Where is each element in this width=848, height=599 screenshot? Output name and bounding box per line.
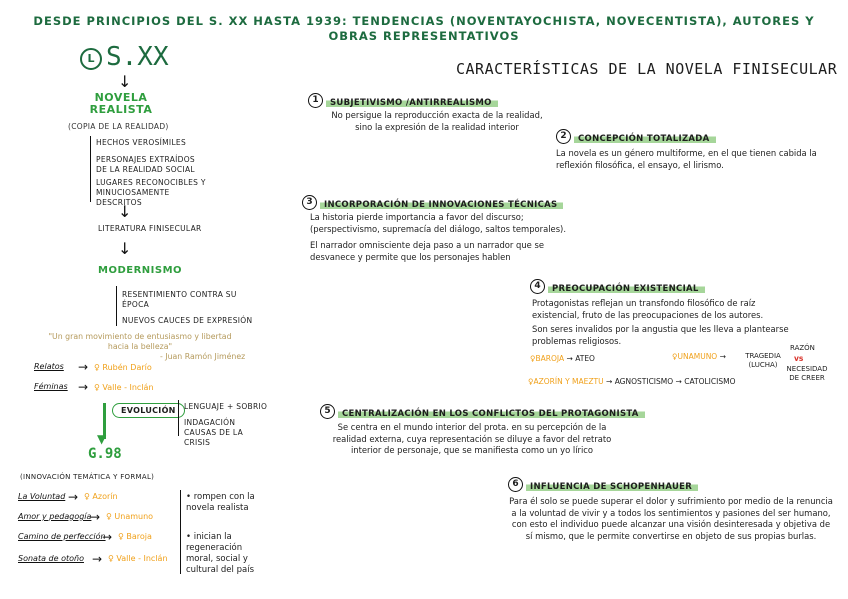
section-4-text: Protagonistas reflejan un transfondo filosófico de raíz existencial, fruto de las preocupaciones de los autores. (532, 298, 764, 320)
right-arrow-icon: → (78, 360, 89, 374)
modernismo-heading: MODERNISMO (98, 265, 183, 276)
main-title: CARACTERÍSTICAS DE LA NOVELA FINISECULAR (456, 60, 838, 78)
quote-author: - Juan Ramón Jiménez (160, 352, 246, 361)
author-name: UNAMUNO (677, 352, 718, 361)
g98-notes-bracket (180, 490, 183, 574)
g98-note-2: • inician la regeneración moral, social y cultural del país (186, 532, 254, 575)
g98-heading: G.98 (88, 446, 122, 462)
work-title: Amor y pedagogía (18, 512, 92, 521)
modernismo-item-2: NUEVOS CAUCES DE EXPRESIÓN (122, 316, 253, 325)
baroja-row (530, 354, 595, 363)
section-3-text: La historia pierde importancia a favor del discurso; (perspectivismo, supremacía del diálogo, saltos temporales). (310, 212, 566, 234)
necesidad-label: NECESIDAD DE CREER (786, 365, 828, 382)
right-arrow-icon: → (102, 530, 113, 544)
right-arrow-icon: → (78, 380, 89, 394)
down-arrow-icon: ↓ (118, 202, 132, 221)
realista-item-1: HECHOS VEROSÍMILES (96, 138, 187, 147)
section-2-text: La novela es un género multiforme, en el que tienen cabida la reflexión filosófica, el ensayo, el lirismo. (556, 148, 817, 170)
section-5-text: Se centra en el mundo interior del prota. en su percepción de la realidad externa, cuya representación se diluye a favor del retrato interior de personaje, que se manifiesta como un yo lírico (332, 422, 612, 455)
evolucion-item-2: INDAGACIÓN CAUSAS DE LA CRISIS (184, 418, 244, 447)
g98-note-1: • rompen con la novela realista (186, 492, 255, 513)
work-author: ♀ Unamuno (106, 512, 154, 521)
work-author: ♀ Azorín (84, 492, 118, 501)
modernismo-item-1: RESENTIMIENTO CONTRA SU ÉPOCA (122, 290, 237, 309)
section-title: INCORPORACIÓN DE INNOVACIONES TÉCNICAS (320, 200, 563, 210)
author-name: Valle - Inclán (116, 554, 168, 563)
author-name: Valle - Inclán (102, 383, 154, 392)
section-4-text-2: Son seres invalidos por la angustia que les lleva a plantearse problemas religiosos. (532, 324, 789, 346)
author-ruben-dario (94, 363, 152, 372)
section-5-header (320, 401, 645, 420)
section-4-header (530, 276, 705, 295)
catolicismo: CATOLICISMO (684, 377, 736, 386)
author-icon: ♀ (94, 363, 100, 372)
right-arrow-icon: → (92, 552, 103, 566)
author-name: Unamuno (114, 512, 154, 521)
agnosticismo: AGNOSTICISMO (614, 377, 674, 386)
author-name: AZORÍN Y MAEZTU (533, 377, 604, 386)
modernismo-quote: "Un gran movimiento de entusiasmo y libertad hacia la belleza" (48, 332, 232, 351)
section-3-header (302, 192, 563, 211)
work-title: Sonata de otoño (18, 554, 84, 563)
unamuno-tragedia: TRAGEDIA (LUCHA) (745, 352, 781, 369)
section-number: 2 (556, 129, 571, 144)
evolucion-item-1: LENGUAJE + SOBRIO (184, 402, 268, 411)
work-feminas: Féminas (34, 382, 68, 391)
versus-label: vs (794, 354, 804, 363)
section-title: INFLUENCIA DE SCHOPENHAUER (526, 482, 698, 492)
section-3-text-2: El narrador omnisciente deja paso a un narrador que se desvanece y permite que los personajes hablen (310, 240, 544, 262)
down-arrow-icon: ↓ (118, 239, 132, 258)
page-title-line-1: DESDE PRINCIPIOS DEL S. XX HASTA 1939: TENDENCIAS (NOVENTAYOCHISTA, NOVECENTISTA), AUTORES Y (33, 14, 815, 28)
section-1-text: No persigue la reproducción exacta de la realidad, sino la expresión de la realidad interior (331, 110, 543, 132)
work-title: La Voluntad (18, 492, 66, 501)
novela-realista-subtitle: (COPIA DE LA REALIDAD) (68, 122, 169, 131)
author-name: Azorín (92, 492, 118, 501)
evolucion-label: EVOLUCIÓN (112, 403, 185, 418)
work-author: ♀ Baroja (118, 532, 152, 541)
right-arrow-icon: → (68, 490, 79, 504)
modernismo-bracket (116, 286, 117, 326)
baroja-belief: ATEO (575, 354, 595, 363)
section-number: 3 (302, 195, 317, 210)
section-number: 1 (308, 93, 323, 108)
author-azorin-maeztu: ♀AZORÍN Y MAEZTU (528, 377, 604, 386)
g98-subtitle: (INNOVACIÓN TEMÁTICA Y FORMAL) (20, 473, 155, 481)
razon-label: RAZÓN (790, 344, 815, 352)
author-valle-inclan (94, 383, 154, 392)
author-icon: ♀ (94, 383, 100, 392)
section-number: 5 (320, 404, 335, 419)
section-title: CONCEPCIÓN TOTALIZADA (574, 134, 716, 144)
section-title: SUBJETIVISMO /ANTIRREALISMO (326, 98, 498, 108)
literatura-finisecular: LITERATURA FINISECULAR (98, 224, 202, 233)
century-heading: S.XX (106, 42, 169, 72)
realista-item-3: LUGARES RECONOCIBLES Y MINUCIOSAMENTE DESCRITOS (96, 178, 206, 207)
list-item (18, 554, 178, 574)
right-arrow-icon: → (606, 377, 613, 386)
realista-bracket (90, 136, 91, 202)
right-arrow-icon: → (90, 510, 101, 524)
section-title: PREOCUPACIÓN EXISTENCIAL (548, 284, 705, 294)
century-badge: L (80, 48, 102, 70)
section-number: 4 (530, 279, 545, 294)
section-1-header (308, 90, 498, 109)
author-unamuno: ♀UNAMUNO (672, 352, 718, 361)
work-author: ♀ Valle - Inclán (108, 554, 168, 563)
evolution-arrow-icon: ▼ (97, 432, 107, 446)
note-text: rompen con la novela realista (186, 492, 255, 513)
author-name: Baroja (126, 532, 152, 541)
right-arrow-icon: → (719, 352, 726, 361)
list-item (18, 512, 178, 532)
unamuno-row (672, 352, 726, 361)
section-6-header (508, 474, 698, 493)
section-title: CENTRALIZACIÓN EN LOS CONFLICTOS DEL PROTAGONISTA (338, 409, 645, 419)
section-6-text: Para él solo se puede superar el dolor y sufrimiento por medio de la renuncia a la voluntad de vivir y a todos los sentimientos y pasiones del ser humano, con esto el individuo puede alcanzar una visión desinteresada y objetiva de sí mismo, que le permite convertirse en objeto de sus propias burlas. (509, 496, 833, 541)
work-title: Camino de perfección (18, 532, 106, 541)
note-text: inician la regeneración moral, social y cultural del país (186, 532, 254, 575)
evolucion-bracket (178, 400, 179, 436)
author-name: BAROJA (535, 354, 565, 363)
down-arrow-icon: ↓ (118, 72, 132, 91)
author-baroja: ♀BAROJA (530, 354, 565, 363)
work-relatos: Relatos (34, 362, 64, 371)
realista-item-2: PERSONAJES EXTRAÍDOS DE LA REALIDAD SOCIAL (96, 155, 195, 174)
novela-realista-heading: NOVELA REALISTA (89, 91, 153, 116)
right-arrow-icon: → (675, 377, 682, 386)
azorin-maeztu-row (528, 377, 735, 386)
g98-works-list (18, 492, 178, 574)
page-title-line-2: OBRAS REPRESENTATIVOS (328, 29, 520, 43)
author-name: Rubén Darío (102, 363, 152, 372)
page-title (30, 14, 818, 44)
right-arrow-icon: → (566, 354, 573, 363)
section-number: 6 (508, 477, 523, 492)
section-2-header (556, 126, 716, 145)
